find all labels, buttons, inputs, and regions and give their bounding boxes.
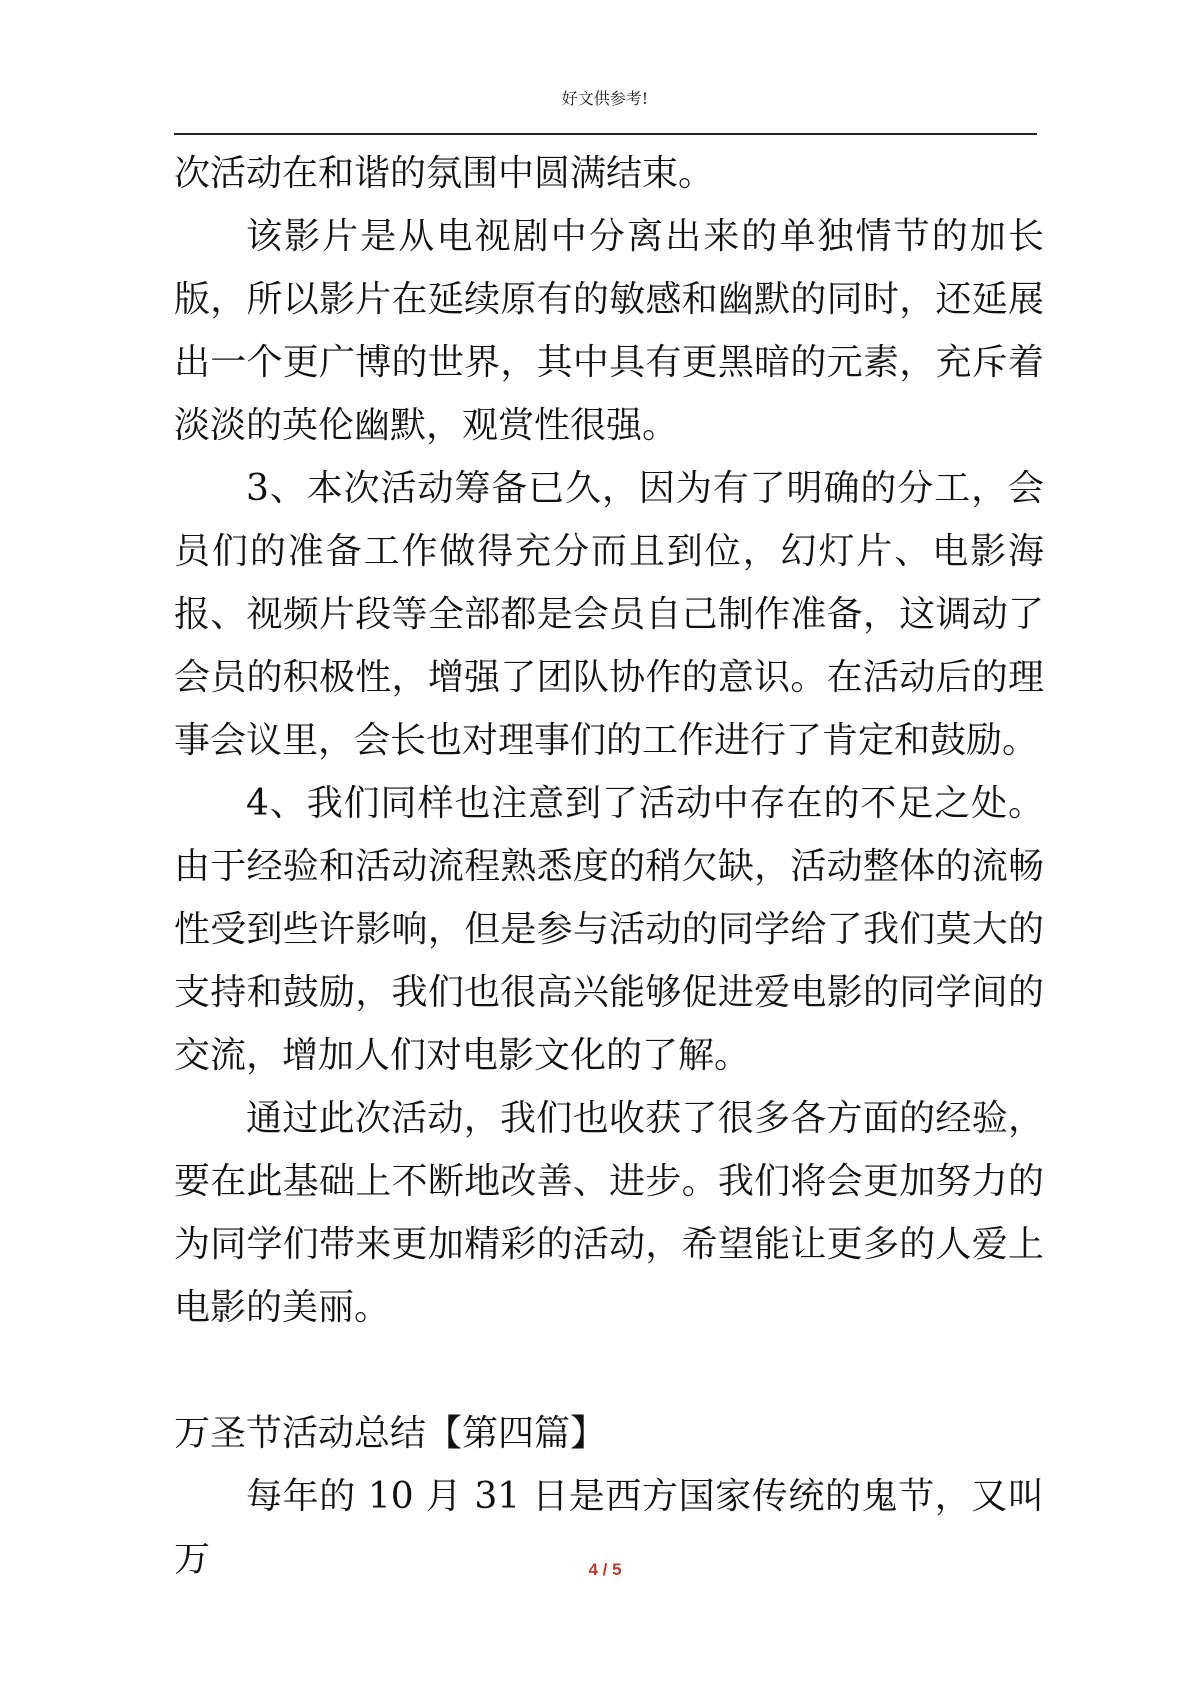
paragraph-point-4: 4、我们同样也注意到了活动中存在的不足之处。由于经验和活动流程熟悉度的稍欠缺，活动整体的流畅性受到些许影响，但是参与活动的同学给了我们莫大的支持和鼓励，我们也很高兴能够促进爱电影的同学间的交流，增加人们对电影文化的了解。 [174,783,1044,1076]
page-number: 4 / 5 [588,1560,622,1579]
page-header: 好文供参考! [561,89,649,108]
section-heading: 万圣节活动总结【第四篇】 [174,1413,607,1454]
paragraph-halloween-intro: 每年的 10 月 31 日是西方国家传统的鬼节，又叫万 [174,1476,1044,1580]
paragraph-point-3: 3、本次活动筹备已久，因为有了明确的分工，会员们的准备工作做得充分而且到位，幻灯片、电影海报、视频片段等全部都是会员自己制作准备，这调动了会员的积极性，增强了团队协作的意识。在活动后的理事会议里，会长也对理事们的工作进行了肯定和鼓励。 [174,468,1044,761]
header-divider [174,133,1037,135]
document-body [174,142,1044,1591]
paragraph-film-description: 该影片是从电视剧中分离出来的单独情节的加长版，所以影片在延续原有的敏感和幽默的同时，还延展出一个更广博的世界，其中具有更黑暗的元素，充斥着淡淡的英伦幽默，观赏性很强。 [174,216,1044,446]
paragraph-conclusion: 通过此次活动，我们也收获了很多各方面的经验，要在此基础上不断地改善、进步。我们将会更加努力的为同学们带来更加精彩的活动，希望能让更多的人爱上电影的美丽。 [174,1098,1044,1328]
paragraph-continuation: 次活动在和谐的氛围中圆满结束。 [174,153,715,194]
